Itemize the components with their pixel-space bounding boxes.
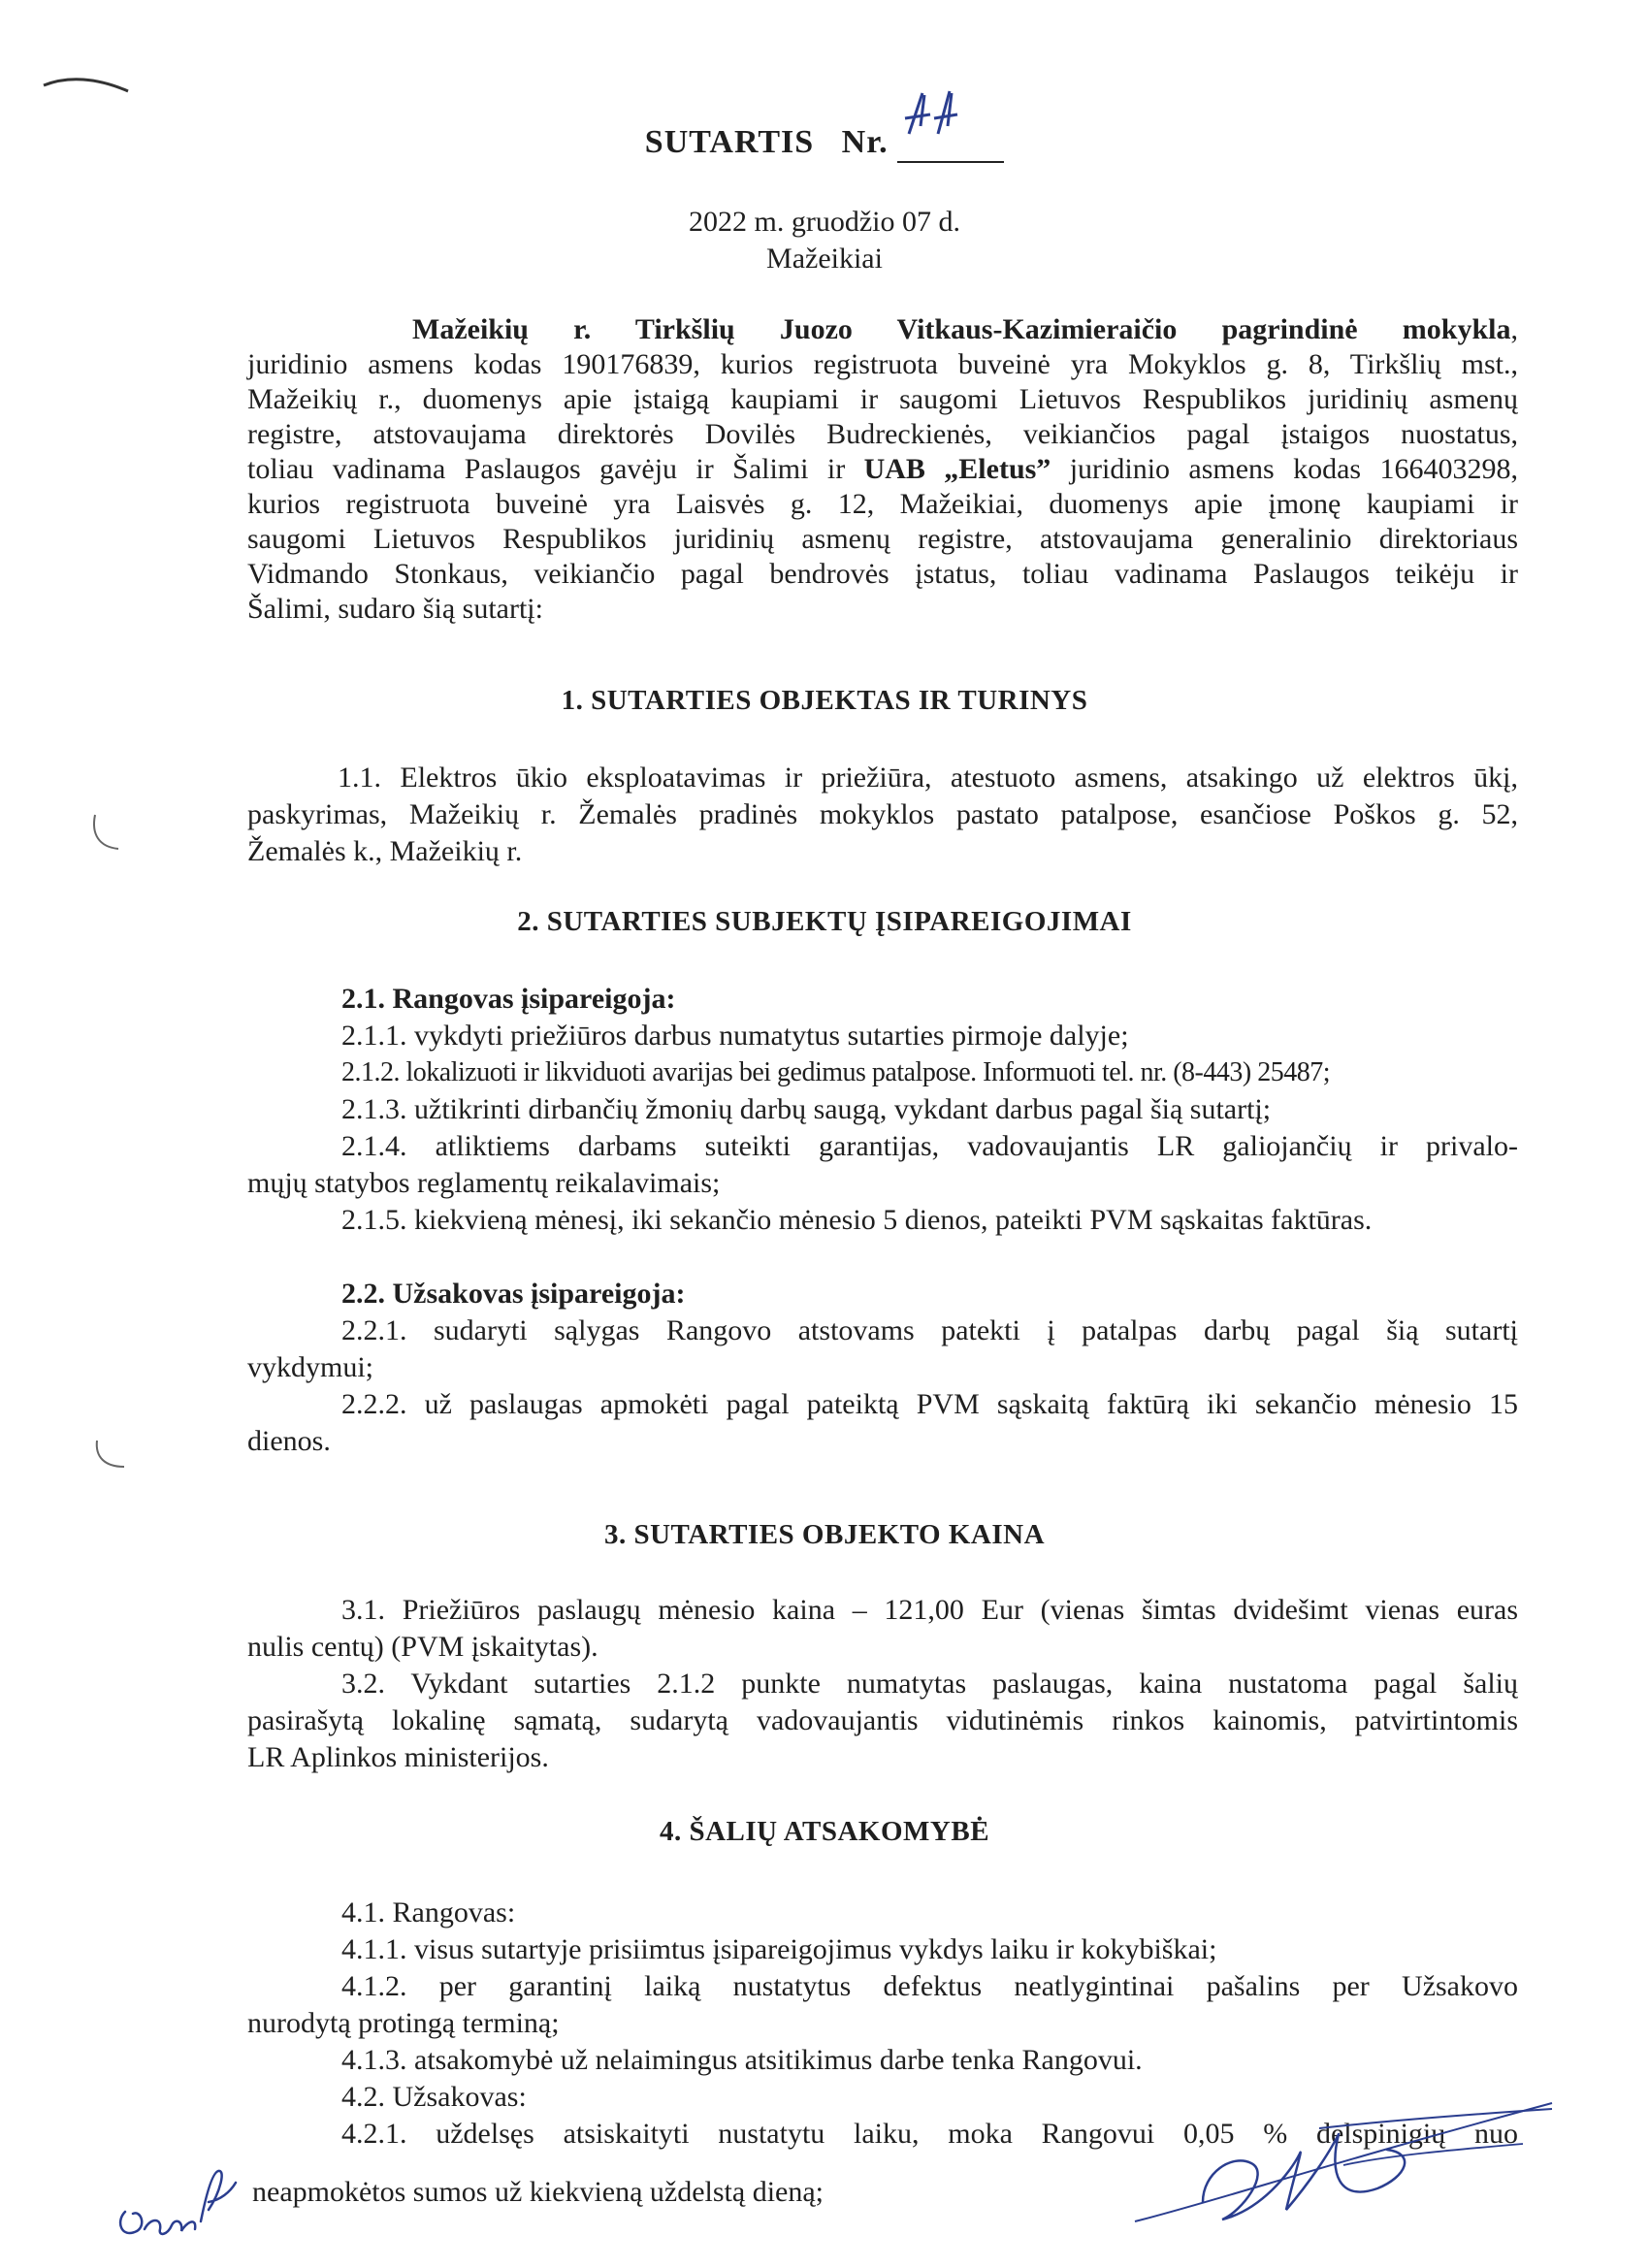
scan-mark-top-left bbox=[39, 68, 136, 107]
contract-date: 2022 m. gruodžio 07 d. bbox=[689, 206, 960, 238]
provider-name: UAB „Eletus” bbox=[863, 453, 1051, 485]
hole-punch-mark-2 bbox=[89, 1436, 138, 1484]
intro-line-8: Vidmando Stonkaus, veikiančio pagal bendrovės įstatus, toliau vadinama Paslaugos teikėju ir bbox=[247, 558, 1518, 590]
contract-title bbox=[0, 124, 1649, 163]
signature-right bbox=[1096, 2095, 1562, 2241]
item-4-1: 4.1. Rangovas: bbox=[341, 1896, 516, 1928]
intro-line-4: registre, atstovaujama direktorės Dovilės Budreckienės, veikiančios pagal įstaigos nuostatus, bbox=[247, 418, 1518, 450]
item-3-1-b: nulis centų) (PVM įskaitytas). bbox=[247, 1631, 598, 1663]
item-4-2-1-a: 4.2.1. uždelsęs atsiskaityti nustatytu laiku, moka Rangovui 0,05 % delspinigių nuo bbox=[341, 2118, 1518, 2150]
intro-line-1: Mažeikių r. Tirkšlių Juozo Vitkaus-Kazimieraičio pagrindinė mokykla, bbox=[412, 313, 1518, 345]
section-2-heading: 2. SUTARTIES SUBJEKTŲ ĮSIPAREIGOJIMAI bbox=[517, 906, 1132, 937]
item-3-2-a: 3.2. Vykdant sutarties 2.1.2 punkte numatytas paslaugas, kaina nustatoma pagal šalių bbox=[341, 1668, 1518, 1700]
title-no-label: Nr. bbox=[841, 124, 889, 160]
item-4-2: 4.2. Užsakovas: bbox=[341, 2081, 527, 2113]
item-2-1-3: 2.1.3. užtikrinti dirbančių žmonių darbų saugą, vykdant darbus pagal šią sutartį; bbox=[341, 1093, 1272, 1125]
item-4-1-2-a: 4.1.2. per garantinį laiką nustatytus defektus neatlygintinai pašalins per Užsakovo bbox=[341, 1970, 1518, 2002]
intro-line-7: saugomi Lietuvos Respublikos juridinių asmenų registre, atstovaujama generalinio direktoriaus bbox=[247, 523, 1518, 555]
item-4-1-2-b: nurodytą protingą terminą; bbox=[247, 2007, 560, 2039]
section-3-heading: 3. SUTARTIES OBJEKTO KAINA bbox=[603, 1519, 1046, 1550]
title-prefix: SUTARTIS bbox=[644, 124, 815, 160]
s2-sub-contractor: 2.1. Rangovas įsipareigoja: bbox=[341, 983, 676, 1015]
item-2-2-2-b: dienos. bbox=[247, 1425, 331, 1457]
intro-line-3: Mažeikių r., duomenys apie įstaigą kaupiami ir saugomi Lietuvos Respublikos juridinių asmenų bbox=[247, 383, 1518, 415]
item-2-1-5: 2.1.5. kiekvieną mėnesį, iki sekančio mėnesio 5 dienos, pateikti PVM sąskaitas faktūras. bbox=[341, 1204, 1373, 1236]
s2-sub-client: 2.2. Užsakovas įsipareigoja: bbox=[341, 1278, 686, 1310]
item-4-1-1: 4.1.1. visus sutartyje prisiimtus įsipareigojimus vykdys laiku ir kokybiškai; bbox=[341, 1933, 1217, 1965]
item-2-2-1-b: vykdymui; bbox=[247, 1351, 374, 1383]
item-4-2-1-b: neapmokėtos sumos už kiekvieną uždelstą dieną; bbox=[252, 2176, 824, 2208]
parties-name: Mažeikių r. Tirkšlių Juozo Vitkaus-Kazimieraičio pagrindinė mokykla bbox=[412, 313, 1511, 345]
intro-line-5: toliau vadinama Paslaugos gavėju ir Šalimi ir UAB „Eletus” juridinio asmens kodas 166403298, bbox=[247, 453, 1518, 485]
intro-line-6: kurios registruota buveinė yra Laisvės g. 12, Mažeikiai, duomenys apie įmonę kaupiami ir bbox=[247, 488, 1518, 520]
item-4-1-3: 4.1.3. atsakomybė už nelaimingus atsitikimus darbe tenka Rangovui. bbox=[341, 2044, 1143, 2076]
item-2-2-1-a: 2.2.1. sudaryti sąlygas Rangovo atstovams patekti į patalpas darbų pagal šią sutartį bbox=[341, 1314, 1518, 1346]
s1-line-1: 1.1. Elektros ūkio eksploatavimas ir priežiūra, atestuoto asmens, atsakingo už elektros ūkį, bbox=[338, 761, 1518, 794]
intro-line-2: juridinio asmens kodas 190176839, kurios registruota buveinė yra Mokyklos g. 8, Tirkšlių mst., bbox=[247, 348, 1518, 380]
signature-left bbox=[112, 2154, 247, 2251]
item-3-2-b: pasirašytą lokalinę sąmatą, sudarytą vadovaujantis vidutinėmis rinkos kainomis, patvirtintomis bbox=[247, 1704, 1518, 1736]
item-2-2-2-a: 2.2.2. už paslaugas apmokėti pagal pateiktą PVM sąskaitą faktūrą iki sekančio mėnesio 15 bbox=[341, 1388, 1518, 1420]
s1-line-3: Žemalės k., Mažeikių r. bbox=[247, 835, 523, 867]
item-3-2-c: LR Aplinkos ministerijos. bbox=[247, 1741, 549, 1773]
section-1-heading: 1. SUTARTIES OBJEKTAS IR TURINYS bbox=[561, 685, 1088, 716]
contract-place: Mažeikiai bbox=[766, 243, 883, 275]
hole-punch-mark-1 bbox=[85, 810, 134, 859]
contract-number-handwritten bbox=[897, 124, 1004, 163]
item-2-1-1: 2.1.1. vykdyti priežiūros darbus numatytus sutarties pirmoje dalyje; bbox=[341, 1020, 1129, 1052]
item-3-1-a: 3.1. Priežiūros paslaugų mėnesio kaina – 121,00 Eur (vienas šimtas dvidešimt vienas euras bbox=[341, 1594, 1518, 1626]
section-4-heading: 4. ŠALIŲ ATSAKOMYBĖ bbox=[659, 1816, 990, 1847]
item-2-1-2: 2.1.2. lokalizuoti ir likviduoti avarijas bei gedimus patalpose. Informuoti tel. nr. (8-443) 25487; bbox=[341, 1057, 1330, 1087]
item-2-1-4-a: 2.1.4. atliktiems darbams suteikti garantijas, vadovaujantis LR galiojančių ir privalo- bbox=[341, 1130, 1518, 1162]
item-2-1-4-b: mųjų statybos reglamentų reikalavimais; bbox=[247, 1167, 721, 1199]
intro-line-9: Šalimi, sudaro šią sutartį: bbox=[247, 593, 543, 625]
s1-line-2: paskyrimas, Mažeikių r. Žemalės pradinės mokyklos pastato patalpose, esančiose Poškos g. 52, bbox=[247, 798, 1518, 830]
